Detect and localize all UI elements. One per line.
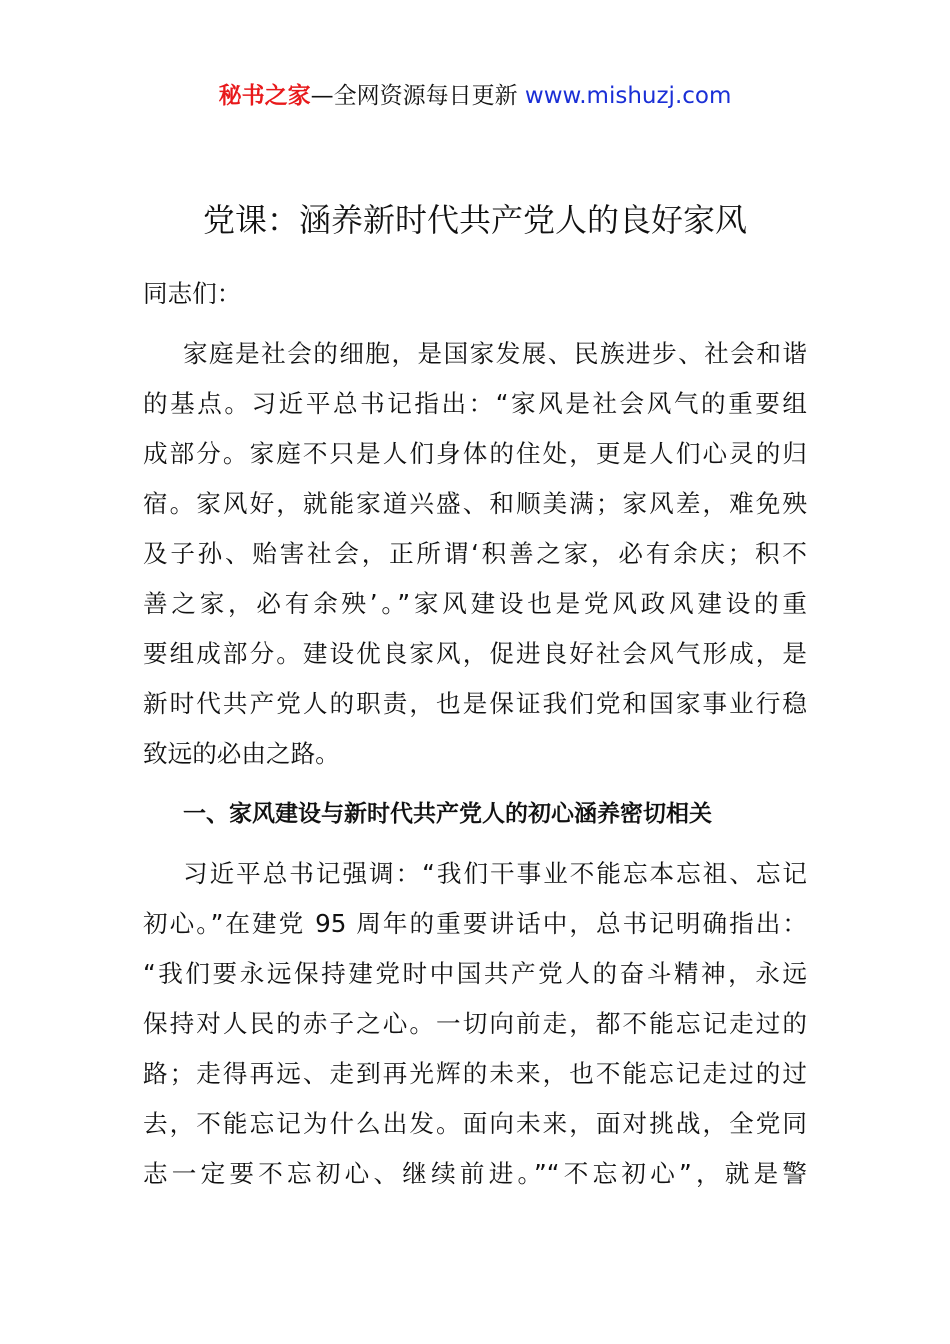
paragraph-line: 初心。”在建党 95 周年的重要讲话中，总书记明确指出：: [143, 909, 807, 938]
paragraph-line: 去，不能忘记为什么出发。面向未来，面对挑战，全党同: [143, 1109, 807, 1138]
paragraph-line: 要组成部分。建设优良家风，促进良好社会风气形成，是: [143, 639, 807, 668]
paragraph-line: “我们要永远保持建党时中国共产党人的奋斗精神，永远: [143, 959, 807, 988]
paragraph-line: 志一定要不忘初心、继续前进。”“不忘初心”，就是警: [143, 1159, 807, 1188]
paragraph-line: 路；走得再远、走到再光辉的未来，也不能忘记走过的过: [143, 1059, 807, 1088]
site-header: [0, 80, 950, 112]
paragraph-line: 的基点。习近平总书记指出：“家风是社会风气的重要组: [143, 389, 807, 418]
paragraph-line: 善之家，必有余殃’。”家风建设也是党风政风建设的重: [143, 589, 807, 618]
site-tagline: —全网资源每日更新: [310, 83, 518, 109]
paragraph-line: 家庭是社会的细胞，是国家发展、民族进步、社会和谐: [183, 339, 807, 368]
document-title: 党课：涵养新时代共产党人的良好家风: [202, 201, 747, 239]
section-heading-1: 一、家风建设与新时代共产党人的初心涵养密切相关: [183, 801, 712, 827]
paragraph-line: 宿。家风好，就能家道兴盛、和顺美满；家风差，难免殃: [143, 489, 807, 518]
paragraph-line: 保持对人民的赤子之心。一切向前走，都不能忘记走过的: [143, 1009, 807, 1038]
paragraph-line: 及子孙、贻害社会，正所谓‘积善之家，必有余庆；积不: [143, 539, 807, 568]
paragraph-line: 习近平总书记强调：“我们干事业不能忘本忘祖、忘记: [183, 859, 807, 888]
greeting: 同志们：: [143, 279, 242, 308]
paragraph-line: 成部分。家庭不只是人们身体的住处，更是人们心灵的归: [143, 439, 807, 468]
site-url[interactable]: www.mishuzj.com: [524, 83, 732, 109]
site-brand: 秘书之家: [218, 83, 311, 109]
paragraph-line: 致远的必由之路。: [143, 739, 340, 768]
paragraph-line: 新时代共产党人的职责，也是保证我们党和国家事业行稳: [143, 689, 807, 718]
